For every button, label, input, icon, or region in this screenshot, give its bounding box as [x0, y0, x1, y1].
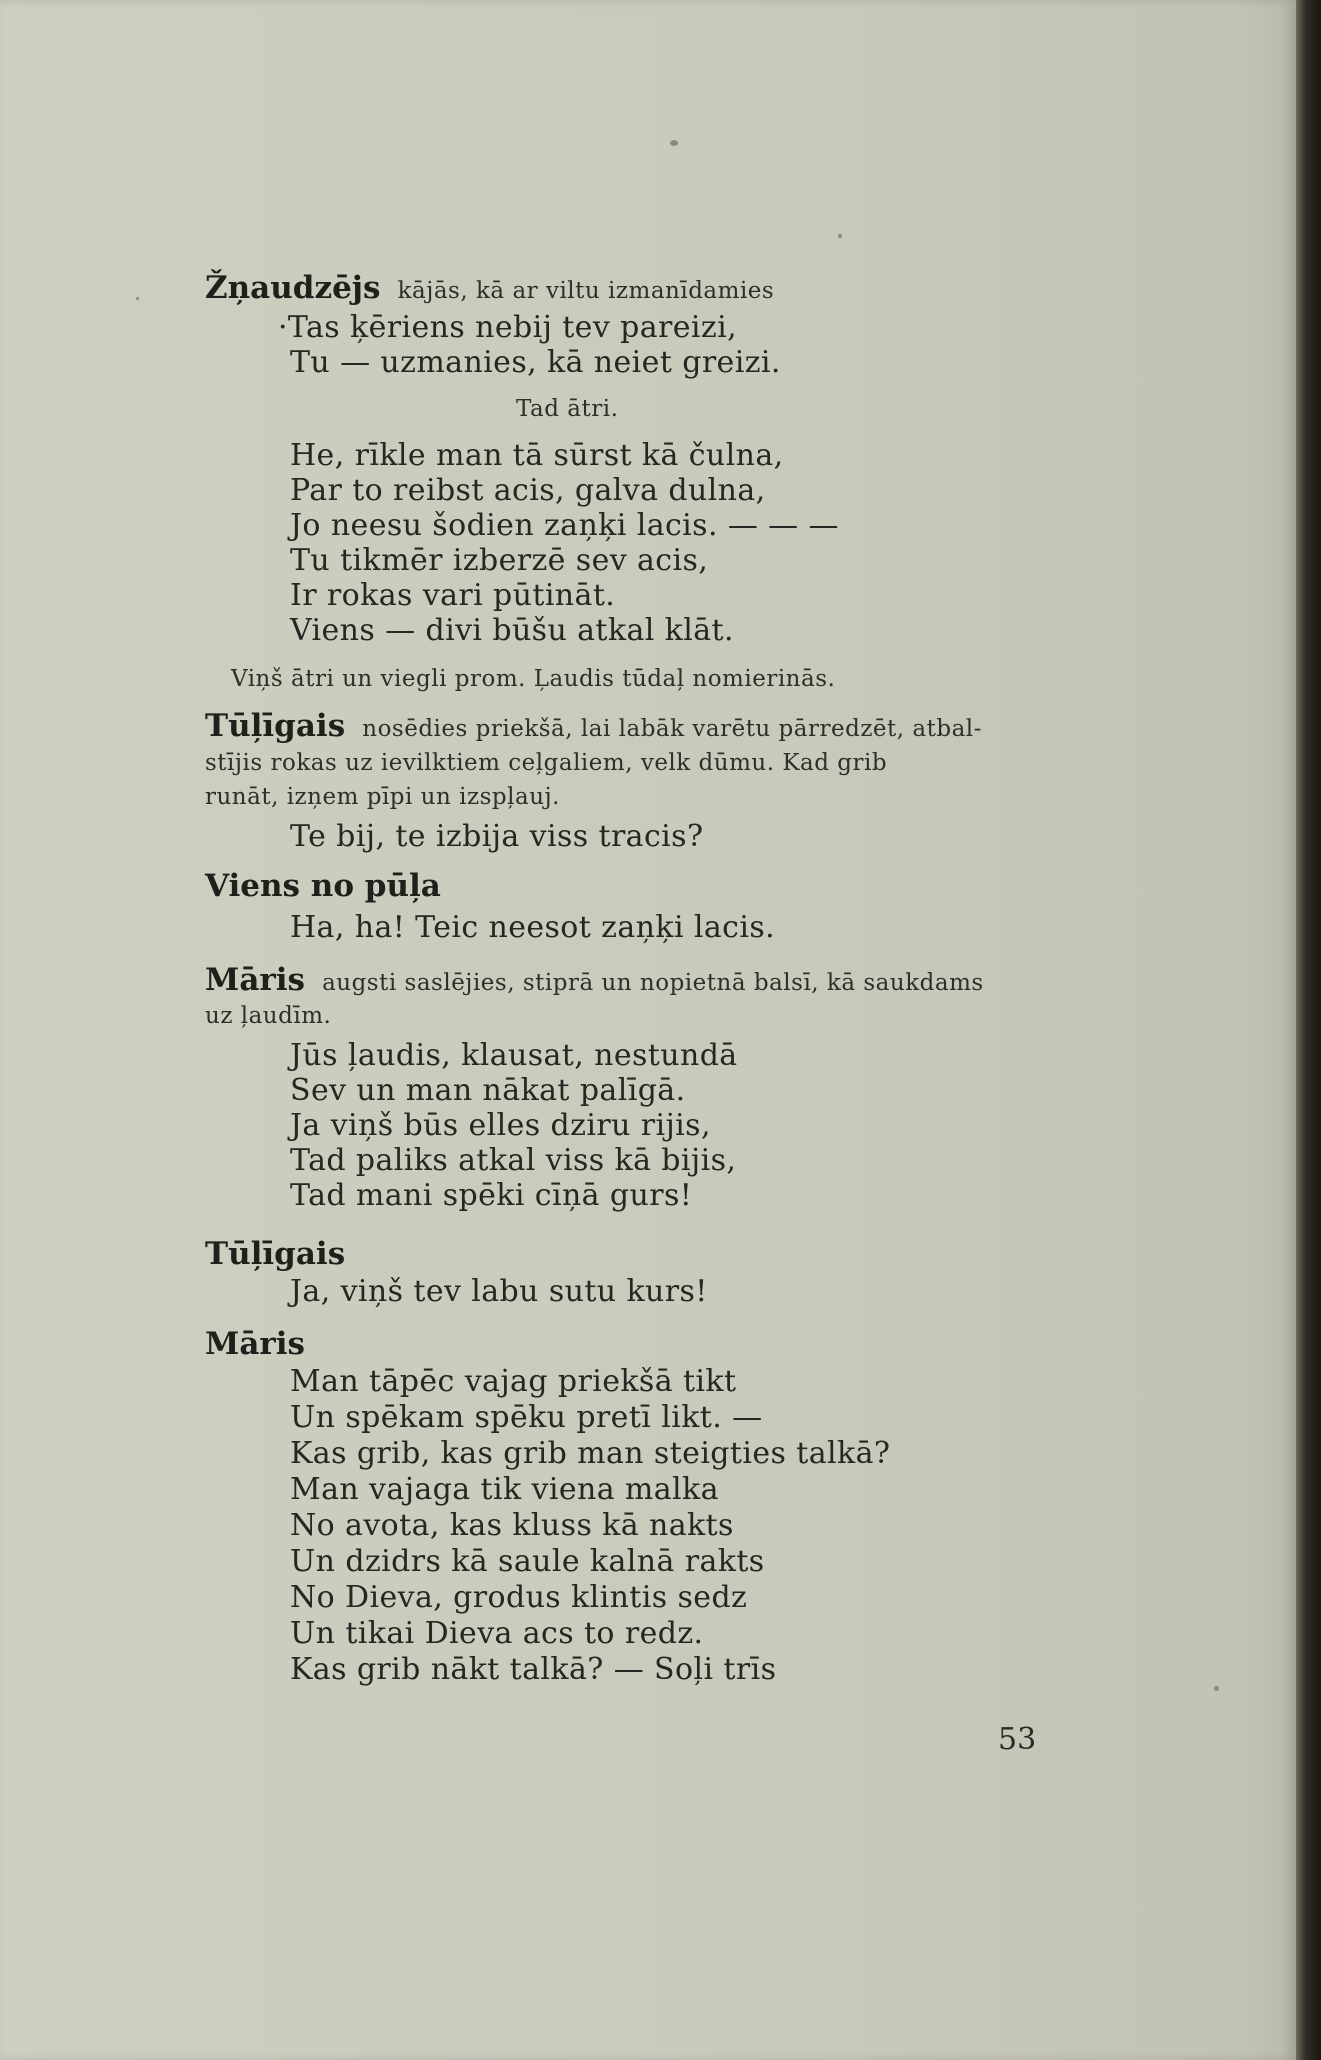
verse-line: Jo neesu šodien zaņķi lacis. — — — — [290, 508, 839, 543]
verse-line: Par to reibst acis, galva dulna, — [290, 473, 766, 508]
verse-line: Ja viņš būs elles dziru rijis, — [290, 1108, 711, 1143]
speaker-name: Žņaudzējs — [205, 270, 381, 306]
verse-line: Tad paliks atkal viss kā bijis, — [290, 1143, 737, 1178]
verse-line: He, rīkle man tā sūrst kā čulna, — [290, 438, 784, 473]
verse-line: Jūs ļaudis, klausat, nestundā — [290, 1038, 738, 1073]
verse-line: ·Tas ķēriens nebij tev pareizi, — [278, 310, 738, 345]
verse-line: No Dieva, grodus klintis sedz — [290, 1580, 748, 1615]
verse-line: Sev un man nākat palīgā. — [290, 1073, 686, 1108]
verse-line: Un dzidrs kā saule kalnā rakts — [290, 1544, 765, 1579]
page-edge — [1296, 0, 1321, 2060]
verse-line: Tu — uzmanies, kā neiet greizi. — [290, 345, 781, 380]
paper-speck — [838, 234, 842, 238]
verse-line: Kas grib nākt talkā? — Soļi trīs — [290, 1652, 777, 1687]
speaker-line — [205, 708, 982, 744]
speaker-line — [205, 270, 774, 306]
speaker-name: Viens no pūļa — [205, 868, 441, 904]
stage-direction: kājās, kā ar viltu izmanīdamies — [397, 278, 775, 304]
verse-line: Un tikai Dieva acs to redz. — [290, 1616, 704, 1651]
verse-line: Kas grib, kas grib man steigties talkā? — [290, 1436, 891, 1471]
paper-speck — [1214, 1686, 1219, 1691]
verse-line: Man vajaga tik viena malka — [290, 1472, 719, 1507]
speaker-name: Tūļīgais — [205, 708, 346, 744]
verse-line: No avota, kas kluss kā nakts — [290, 1508, 734, 1543]
speaker-name: Tūļīgais — [205, 1236, 346, 1272]
page-number: 53 — [998, 1722, 1037, 1757]
verse-line: Ja, viņš tev labu sutu kurs! — [290, 1274, 708, 1309]
verse-line: Man tāpēc vajag priekšā tikt — [290, 1364, 737, 1399]
verse-line: Un spēkam spēku pretī likt. — — [290, 1400, 763, 1435]
verse-line: Tu tikmēr izberzē sev acis, — [290, 543, 709, 578]
stage-direction: runāt, izņem pīpi un izspļauj. — [205, 784, 560, 810]
speaker-line — [205, 962, 984, 998]
speaker-name: Māris — [205, 962, 305, 998]
stage-direction: augsti saslējies, stiprā un nopietnā balsī, kā saukdams — [322, 970, 984, 996]
stage-direction: nosēdies priekšā, lai labāk varētu pārredzēt, atbal- — [362, 716, 982, 742]
paper-speck — [670, 140, 678, 146]
verse-line: Ha, ha! Teic neesot zaņķi lacis. — [290, 910, 776, 945]
stage-direction: stījis rokas uz ievilktiem ceļgaliem, velk dūmu. Kad grib — [205, 750, 888, 776]
stage-direction: Viņš ātri un viegli prom. Ļaudis tūdaļ nomierinās. — [231, 666, 836, 692]
verse-line: Ir rokas vari pūtināt. — [290, 578, 616, 613]
paper-speck — [136, 297, 139, 300]
verse-line: Viens — divi būšu atkal klāt. — [290, 613, 734, 648]
verse-line: Tad mani spēki cīņā gurs! — [290, 1178, 693, 1213]
stage-direction: uz ļaudīm. — [205, 1003, 332, 1029]
verse-line: Te bij, te izbija viss tracis? — [290, 819, 704, 854]
stage-direction: Tad ātri. — [516, 396, 619, 422]
speaker-name: Māris — [205, 1326, 305, 1362]
